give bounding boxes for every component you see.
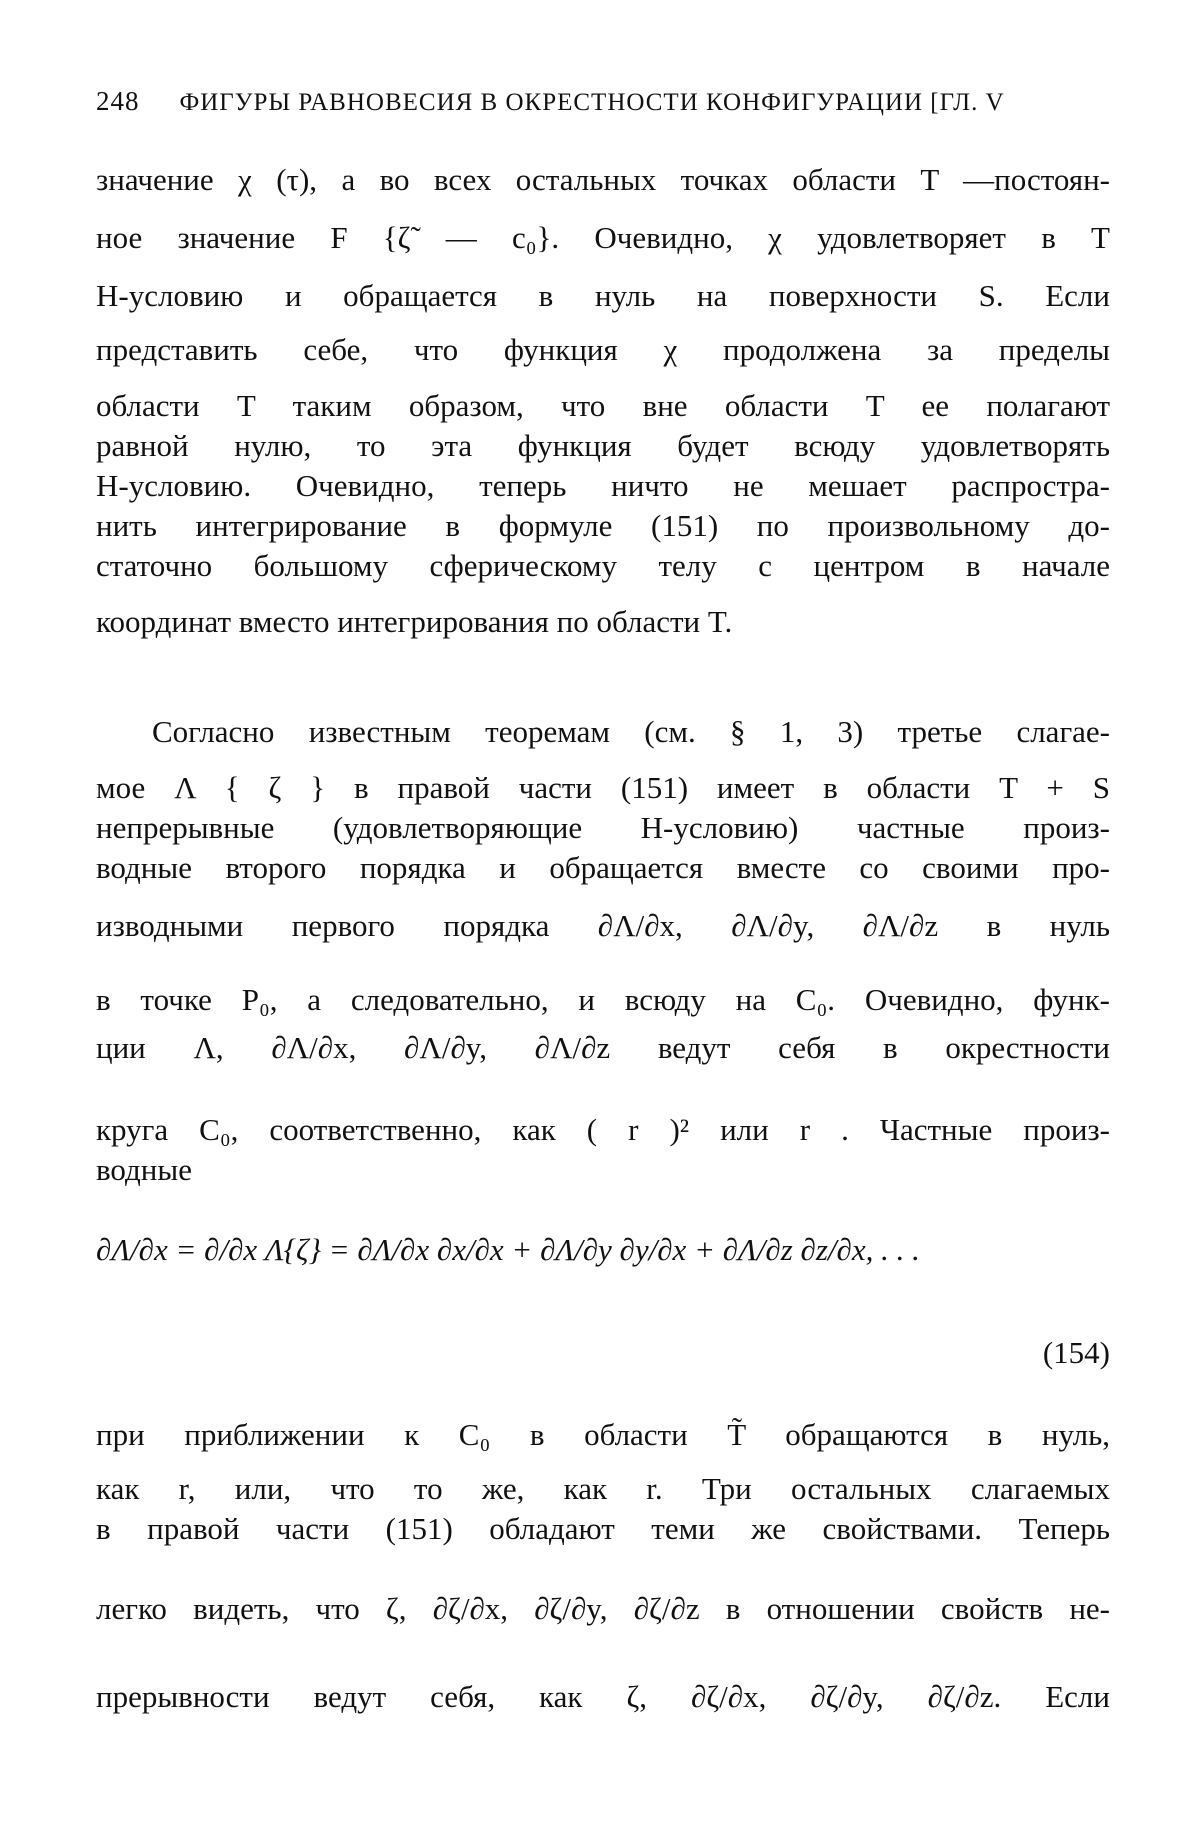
text-line: при приближении к C₀ в области T̃ обращаются в нуль, <box>96 1417 1110 1452</box>
page-header <box>96 86 1106 117</box>
text-line: прерывности ведут себя, как ζ, ∂ζ/∂x, ∂ζ/∂y, ∂ζ/∂z. Если <box>96 1679 1110 1714</box>
text-line: H-условию. Очевидно, теперь ничто не мешает распростра- <box>96 468 1110 503</box>
page-number: 248 <box>96 86 140 116</box>
text-line: мое Λ { ζ } в правой части (151) имеет в области T + S <box>96 770 1110 805</box>
equation-expression: ∂Λ/∂x = ∂/∂x Λ{ζ} = ∂Λ/∂x ∂x/∂x + ∂Λ/∂y ∂y/∂x + ∂Λ/∂z ∂z/∂x, . . . <box>96 1232 920 1267</box>
text-line: легко видеть, что ζ, ∂ζ/∂x, ∂ζ/∂y, ∂ζ/∂z в отношении свойств не- <box>96 1591 1110 1626</box>
text-line: изводными первого порядка ∂Λ/∂x, ∂Λ/∂y, ∂Λ/∂z в нуль <box>96 908 1110 943</box>
text-line: круга C₀, соответственно, как ( r )² или r . Частные произ- <box>96 1112 1110 1147</box>
text-line: водные <box>96 1152 192 1187</box>
text-line: как r, или, что то же, как r. Три остальных слагаемых <box>96 1471 1110 1506</box>
text-line: ное значение F {ζ̃ — c₀}. Очевидно, χ удовлетворяет в T <box>96 220 1110 255</box>
text-line: представить себе, что функция χ продолжена за пределы <box>96 332 1110 367</box>
text-line: значение χ (τ), а во всех остальных точках области T —постоян- <box>96 162 1110 197</box>
text-line: непрерывные (удовлетворяющие H-условию) частные произ- <box>96 810 1110 845</box>
text-line: в точке P₀, а следовательно, и всюду на C₀. Очевидно, функ- <box>96 982 1110 1017</box>
text-line: водные второго порядка и обращается вместе со своими про- <box>96 850 1110 885</box>
text-line: в правой части (151) обладают теми же свойствами. Теперь <box>96 1511 1110 1546</box>
text-line: Согласно известным теоремам (см. § 1, 3) третье слагае- <box>152 714 1110 749</box>
equation-154 <box>96 1232 1110 1268</box>
text-line: координат вместо интегрирования по области T. <box>96 604 733 639</box>
text-line: равной нулю, то эта функция будет всюду удовлетворять <box>96 428 1110 463</box>
text-line: статочно большому сферическому телу с центром в начале <box>96 548 1110 583</box>
text-line: ции Λ, ∂Λ/∂x, ∂Λ/∂y, ∂Λ/∂z ведут себя в окрестности <box>96 1030 1110 1065</box>
paragraph-2 <box>96 712 1110 1190</box>
equation-number: (154) <box>1042 1335 1110 1370</box>
paragraph-3 <box>96 1415 1110 1717</box>
text-line: H-условию и обращается в нуль на поверхности S. Если <box>96 278 1110 313</box>
paragraph-1 <box>96 160 1110 642</box>
text-line: области T таким образом, что вне области T ее полагают <box>96 388 1110 423</box>
running-title: ФИГУРЫ РАВНОВЕСИЯ В ОКРЕСТНОСТИ КОНФИГУРАЦИИ [ГЛ. V <box>179 89 1005 116</box>
text-line: нить интегрирование в формуле (151) по произвольному до- <box>96 508 1110 543</box>
